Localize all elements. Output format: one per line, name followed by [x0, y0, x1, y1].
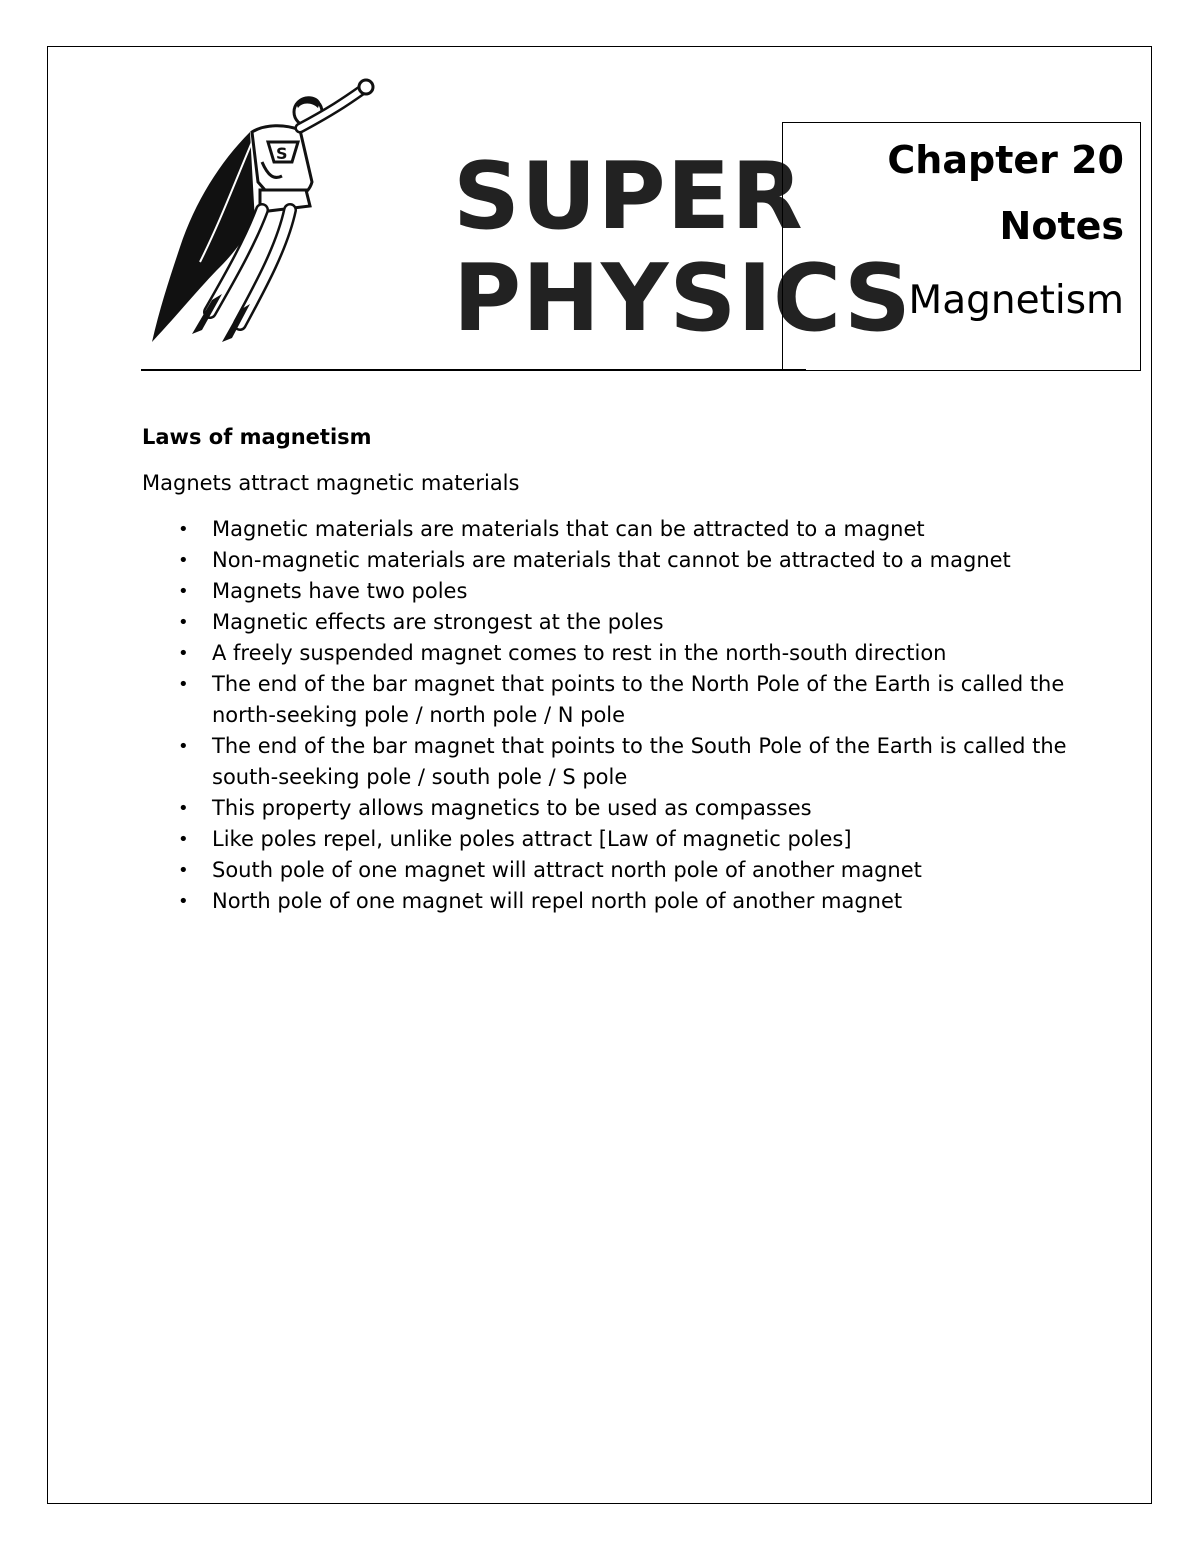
list-item-text: This property allows magnetics to be used as compasses [212, 796, 812, 820]
list-item-text: South pole of one magnet will attract north pole of another magnet [212, 858, 922, 882]
section-intro: Magnets attract magnetic materials [142, 471, 520, 495]
list-item [142, 731, 1082, 793]
list-item-text: Magnetic materials are materials that can be attracted to a magnet [212, 517, 925, 541]
bullet-icon: • [178, 581, 189, 602]
svg-text:S: S [276, 144, 288, 163]
superhero-icon [140, 72, 440, 362]
notes-content [142, 424, 1102, 917]
list-item-text: North pole of one magnet will repel north pole of another magnet [212, 889, 903, 913]
list-item-text: Like poles repel, unlike poles attract [Law of magnetic poles] [212, 827, 852, 851]
list-item [142, 514, 1082, 545]
bullet-icon: • [178, 829, 189, 850]
list-item [142, 824, 1082, 855]
list-item [142, 886, 1082, 917]
list-item [142, 669, 1082, 731]
section-heading: Laws of magnetism [142, 425, 372, 449]
list-item-text: Magnets have two poles [212, 579, 468, 603]
bullet-icon: • [178, 860, 189, 881]
bullet-icon: • [178, 798, 189, 819]
list-item [142, 607, 1082, 638]
chapter-title: Chapter 20 [887, 138, 1124, 182]
bullet-icon: • [178, 643, 189, 664]
bullet-icon: • [178, 674, 189, 695]
list-item [142, 638, 1082, 669]
list-item-text: The end of the bar magnet that points to the North Pole of the Earth is called the north-seeking pole / north pole / N pole [212, 672, 1065, 727]
header-divider [141, 369, 806, 371]
bullet-list [142, 514, 1102, 917]
chapter-topic: Magnetism [908, 278, 1124, 323]
list-item [142, 855, 1082, 886]
list-item-text: The end of the bar magnet that points to the South Pole of the Earth is called the south-seeking pole / south pole / S pole [212, 734, 1067, 789]
bullet-icon: • [178, 612, 189, 633]
chapter-box [782, 122, 1141, 371]
bullet-icon: • [178, 736, 189, 757]
list-item [142, 545, 1082, 576]
list-item-text: Non-magnetic materials are materials that cannot be attracted to a magnet [212, 548, 1011, 572]
bullet-icon: • [178, 891, 189, 912]
logo-line-physics: PHYSICS [453, 244, 912, 352]
chapter-notes-label: Notes [999, 204, 1124, 248]
bullet-icon: • [178, 519, 189, 540]
list-item-text: A freely suspended magnet comes to rest in the north-south direction [212, 641, 947, 665]
list-item [142, 576, 1082, 607]
list-item [142, 793, 1082, 824]
super-physics-logo [140, 72, 912, 362]
bullet-icon: • [178, 550, 189, 571]
list-item-text: Magnetic effects are strongest at the poles [212, 610, 664, 634]
logo-line-super: SUPER [453, 142, 804, 250]
